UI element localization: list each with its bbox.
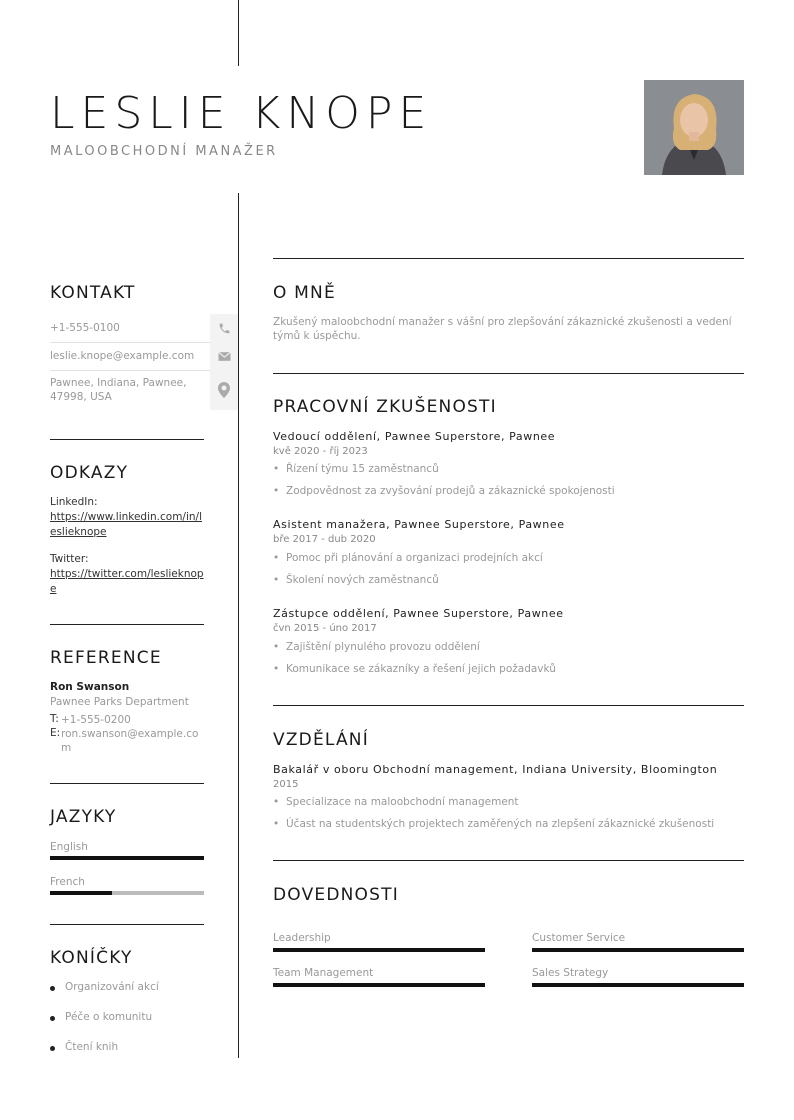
skill-level-bar xyxy=(532,983,744,987)
bullet-icon: • xyxy=(273,663,280,675)
section-divider xyxy=(273,373,744,374)
education-bullet-text: Specializace na maloobchodní management xyxy=(286,796,519,808)
education-bullet xyxy=(273,818,714,830)
phone-icon xyxy=(210,314,238,342)
bullet-icon: • xyxy=(273,641,280,653)
bullet-icon xyxy=(50,1016,55,1021)
hobbies-heading: KONÍČKY xyxy=(50,948,133,968)
job-dates: bře 2017 - dub 2020 xyxy=(273,534,376,545)
job-bullet xyxy=(273,641,480,653)
job-title: Vedoucí oddělení, Pawnee Superstore, Pawnee xyxy=(273,430,556,443)
top-divider-line xyxy=(238,0,239,66)
about-heading: O MNĚ xyxy=(273,283,336,303)
about-text: Zkušený maloobchodní manažer s vášní pro zlepšování zákaznické zkušenosti a vedení týmů k úspěchu. xyxy=(273,316,732,342)
job-bullet-text: Komunikace se zákazníky a řešení jejich požadavků xyxy=(286,663,556,675)
education-bullet xyxy=(273,796,519,808)
education-year: 2015 xyxy=(273,779,299,790)
language-name: English xyxy=(50,841,88,853)
skill-name: Team Management xyxy=(273,967,374,979)
twitter-link[interactable]: https://twitter.com/leslieknope xyxy=(50,568,204,595)
linkedin-label: LinkedIn: xyxy=(50,496,98,508)
reference-heading: REFERENCE xyxy=(50,648,162,668)
job-bullet-text: Zajištění plynulého provozu oddělení xyxy=(286,641,480,653)
language-level-bar xyxy=(50,891,112,895)
skills-heading: DOVEDNOSTI xyxy=(273,885,399,905)
sidebar-divider-line xyxy=(238,193,239,1058)
skill-level-bar xyxy=(273,983,485,987)
job-title: Zástupce oddělení, Pawnee Superstore, Pawnee xyxy=(273,607,564,620)
skill-level-bar xyxy=(532,948,744,952)
hobby-item: Čtení knih xyxy=(65,1041,119,1053)
education-bullet-text: Účast na studentských projektech zaměřených na zlepšení zákaznické zkušenosti xyxy=(286,818,715,830)
education-degree: Bakalář v oboru Obchodní management, Indiana University, Bloomington xyxy=(273,763,718,776)
contact-phone-row xyxy=(50,314,238,343)
job-dates: kvě 2020 - říj 2023 xyxy=(273,446,368,457)
section-divider xyxy=(273,258,744,259)
hobby-item: Organizování akcí xyxy=(65,981,159,993)
section-divider xyxy=(273,860,744,861)
skill-level-bar xyxy=(273,948,485,952)
job-bullet xyxy=(273,463,439,475)
reference-phone[interactable]: +1-555-0200 xyxy=(61,714,131,726)
sidebar-divider xyxy=(50,924,204,925)
contact-heading: KONTAKT xyxy=(50,283,136,303)
experience-heading: PRACOVNÍ ZKUŠENOSTI xyxy=(273,397,497,417)
job-bullet xyxy=(273,485,615,497)
section-divider xyxy=(273,705,744,706)
skill-name: Leadership xyxy=(273,932,331,944)
job-bullet-text: Pomoc při plánování a organizaci prodejních akcí xyxy=(286,552,543,564)
language-level-bar xyxy=(50,856,204,860)
job-bullet xyxy=(273,574,439,586)
linkedin-link[interactable]: https://www.linkedin.com/in/leslieknope xyxy=(50,511,202,538)
links-heading: ODKAZY xyxy=(50,463,129,483)
sidebar-divider xyxy=(50,783,204,784)
bullet-icon xyxy=(50,1046,55,1051)
job-bullet xyxy=(273,663,556,675)
bullet-icon: • xyxy=(273,552,280,564)
profile-photo xyxy=(644,80,744,175)
contact-email[interactable]: leslie.knope@example.com xyxy=(50,350,195,362)
education-heading: VZDĚLÁNÍ xyxy=(273,730,369,750)
job-bullet-text: Školení nových zaměstnanců xyxy=(286,574,439,586)
languages-heading: JAZYKY xyxy=(50,807,117,827)
twitter-label: Twitter: xyxy=(50,553,89,565)
candidate-name: LESLIE KNOPE xyxy=(50,88,433,139)
reference-name: Ron Swanson xyxy=(50,681,130,693)
job-bullet-text: Řízení týmu 15 zaměstnanců xyxy=(286,463,439,475)
map-pin-icon xyxy=(210,370,238,410)
reference-email[interactable]: ron.swanson@example.com xyxy=(61,728,199,754)
bullet-icon: • xyxy=(273,818,280,830)
contact-address-row xyxy=(50,370,238,410)
reference-email-label: E: xyxy=(50,727,61,739)
language-name: French xyxy=(50,876,85,888)
bullet-icon: • xyxy=(273,574,280,586)
sidebar-divider xyxy=(50,624,204,625)
bullet-icon: • xyxy=(273,485,280,497)
reference-phone-label: T: xyxy=(50,713,59,725)
contact-address: Pawnee, Indiana, Pawnee, 47998, USA xyxy=(50,377,187,403)
contact-email-row xyxy=(50,342,238,371)
job-bullet-text: Zodpovědnost za zvyšování prodejů a zákaznické spokojenosti xyxy=(286,485,615,497)
contact-phone[interactable]: +1-555-0100 xyxy=(50,322,120,334)
skill-name: Sales Strategy xyxy=(532,967,609,979)
hobby-item: Péče o komunitu xyxy=(65,1011,153,1023)
sidebar-divider xyxy=(50,439,204,440)
envelope-icon xyxy=(210,342,238,370)
reference-org: Pawnee Parks Department xyxy=(50,696,189,708)
bullet-icon: • xyxy=(273,796,280,808)
skill-name: Customer Service xyxy=(532,932,626,944)
bullet-icon xyxy=(50,986,55,991)
job-title: Asistent manažera, Pawnee Superstore, Pawnee xyxy=(273,518,565,531)
job-dates: čvn 2015 - úno 2017 xyxy=(273,623,377,634)
candidate-title: MALOOBCHODNÍ MANAŽER xyxy=(50,144,278,159)
job-bullet xyxy=(273,552,543,564)
bullet-icon: • xyxy=(273,463,280,475)
